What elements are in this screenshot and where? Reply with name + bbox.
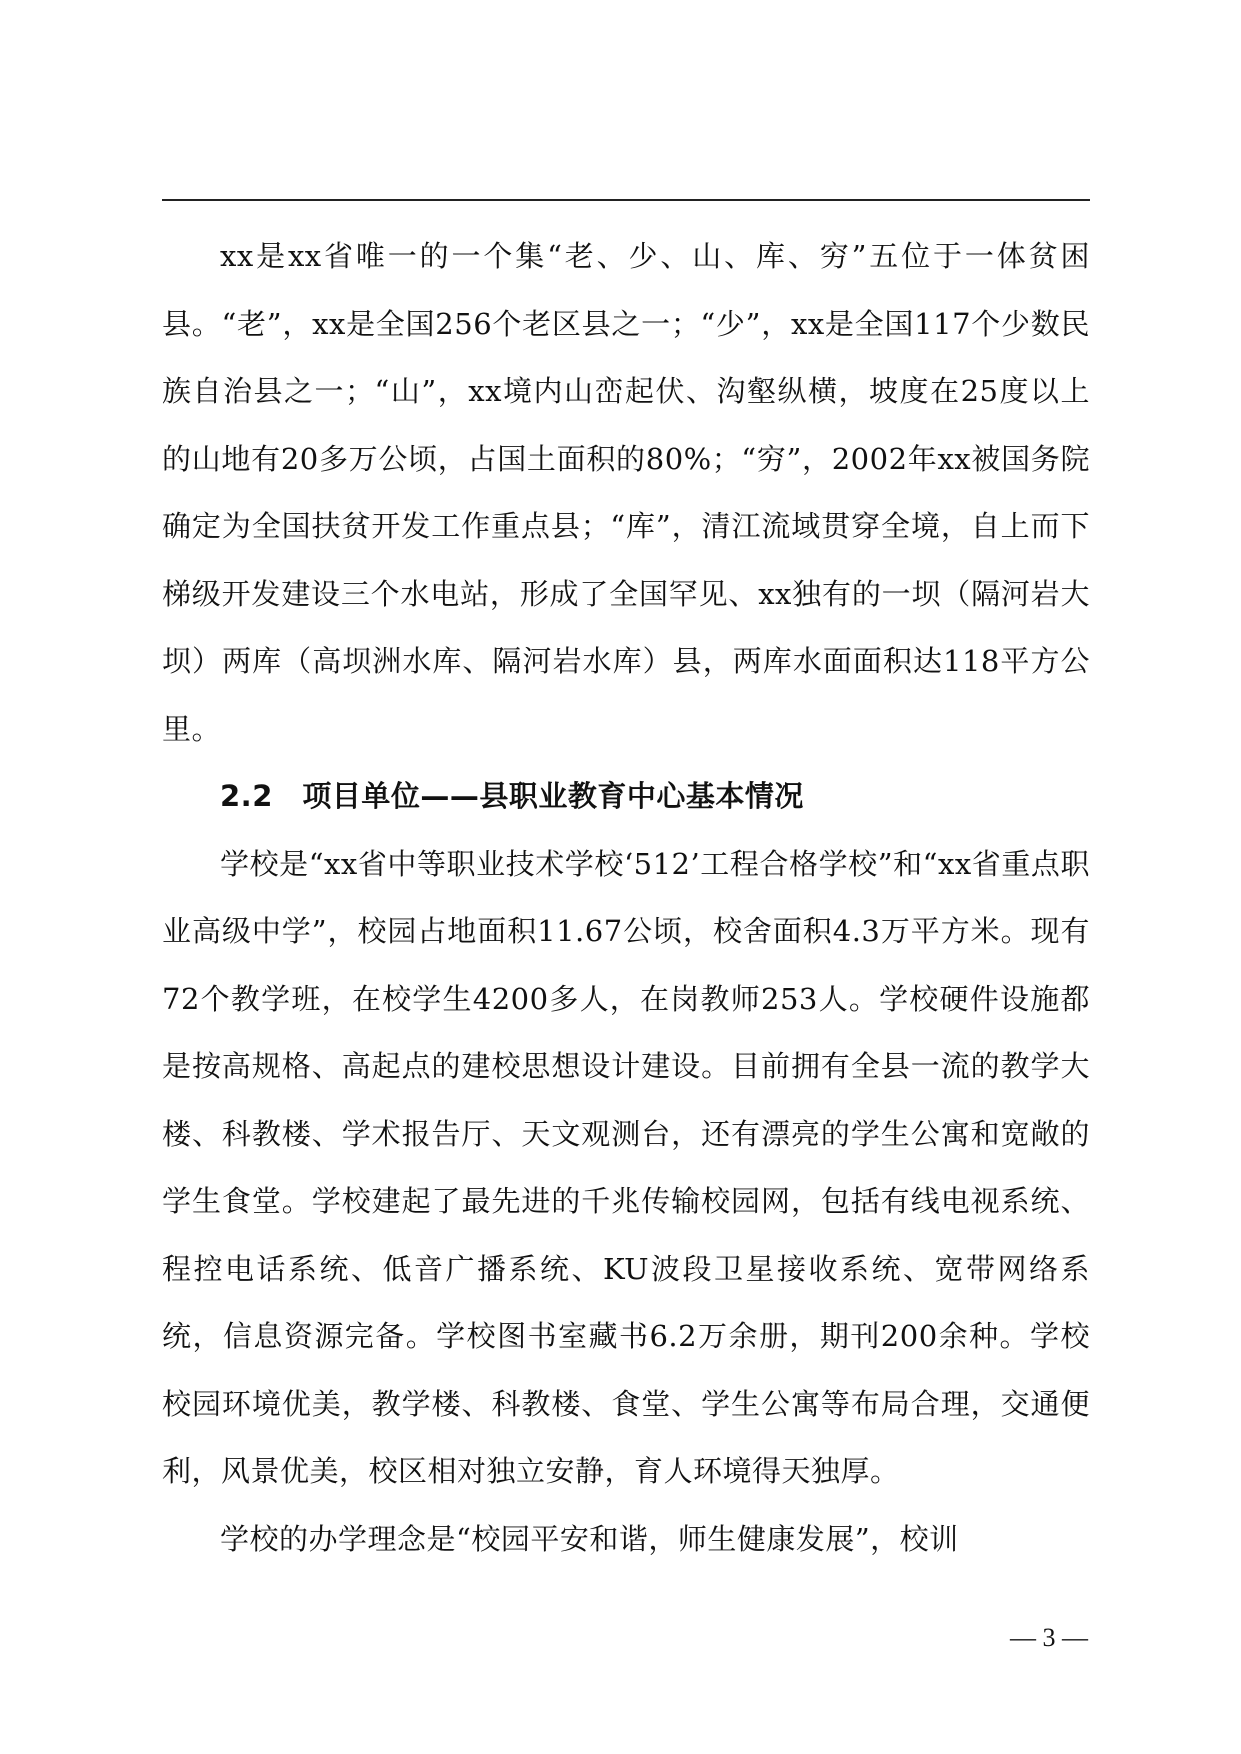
- paragraph-school-overview: 学校是“xx省中等职业技术学校‘512’工程合格学校”和“xx省重点职业高级中学”，校园占地面积11.67公顷，校舍面积4.3万平方米。现有72个教学班，在校学生4200多人，在岗教师253人。学校硬件设施都是按高规格、高起点的建校思想设计建设。目前拥有全县一流的教学大楼、科教楼、学术报告厅、天文观测台，还有漂亮的学生公寓和宽敞的学生食堂。学校建起了最先进的千兆传输校园网，包括有线电视系统、程控电话系统、低音广播系统、KU波段卫星接收系统、宽带网络系统，信息资源完备。学校图书室藏书6.2万余册，期刊200余种。学校校园环境优美，教学楼、科教楼、食堂、学生公寓等布局合理，交通便利，风景优美，校区相对独立安静，育人环境得天独厚。: [162, 846, 1090, 1488]
- paragraph-school-philosophy: 学校的办学理念是“校园平安和谐，师生健康发展”，校训: [220, 1521, 959, 1556]
- section-heading: 2.2 项目单位——县职业教育中心基本情况: [220, 779, 804, 813]
- page-number: — 3 —: [1010, 1623, 1088, 1652]
- paragraph-county-overview: xx是xx省唯一的一个集“老、少、山、库、穷”五位于一体贫困县。“老”，xx是全国256个老区县之一；“少”，xx是全国117个少数民族自治县之一；“山”，xx境内山峦起伏、沟壑纵横，坡度在25度以上的山地有20多万公顷，占国土面积的80%；“穷”，2002年xx被国务院确定为全国扶贫开发工作重点县；“库”，清江流域贯穿全境，自上而下梯级开发建设三个水电站，形成了全国罕见、xx独有的一坝（隔河岩大坝）两库（高坝洲水库、隔河岩水库）县，两库水面面积达118平方公里。: [162, 239, 1090, 746]
- header-rule: [162, 199, 1090, 201]
- document-body: [162, 223, 1090, 1573]
